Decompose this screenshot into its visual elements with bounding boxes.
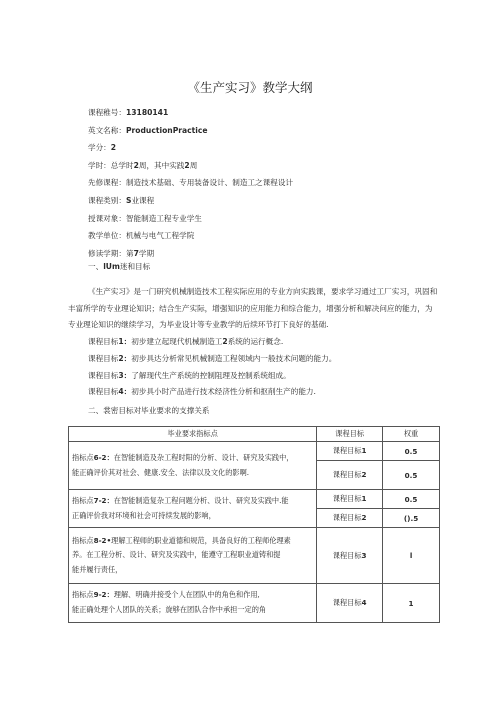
objective-3: 课程目标3：了解现代生产系统的控制阻理及控制系统组成。	[88, 370, 291, 380]
category-row: 课程类别：S业课程	[88, 195, 155, 205]
header-weight: 权重	[383, 427, 440, 442]
weight-cell: 1	[383, 584, 440, 623]
header-goal: 课程目标	[317, 427, 383, 442]
table-header	[69, 427, 440, 442]
goal-cell: 课程目标3	[317, 528, 383, 584]
goal-cell: 课程目标1	[317, 490, 383, 509]
table-row	[69, 528, 440, 584]
indicator-cell: 指标点8-2•理解工程师的职业道德和规范，具备良好的工程师伦理素 养。在工程分析、设计、研究及实践中，能遵守工程职业道铸和提 能并履行责任，	[69, 528, 317, 584]
section-heading-1: 一、lUm迷和目标	[88, 262, 151, 271]
indicator-cell: 指标点7-2：在智能制造复杂工程问题分析、设计、研究及实践中.能 正确评价我对环境和社会可持续发展的影响，	[69, 490, 317, 528]
hours-row: 学时：总学时2周，其中实践2周	[88, 160, 198, 170]
indicator-cell: 指标点6-2：在智能制造及杂工程时阳的分析、设计、研究及实践中， 能正确评价其对社会、健康.安全、法律以及文化的影啊.	[69, 442, 317, 490]
weight-cell: l	[383, 528, 440, 584]
course-code-row: 课程稚号：13180141	[88, 108, 169, 117]
intro-paragraph: 《生产实习》是一门研究机械制造技术工程实际应用的专业方向实践课，要求学习通过工厂实习，巩固和丰富所学的专业理论知识；结合生产实际，增强知识的应用能力和综合能力，增强分析和解决问应的能力，为专业理论知识的继续学习，为毕业设计等专业教学的后续环节打下良好的基础.	[68, 287, 438, 329]
goal-cell: 课程目标4	[317, 584, 383, 623]
support-table	[68, 426, 440, 623]
goal-cell: 课程目标2	[317, 509, 383, 528]
college-row: 教学单位：机械与电气工程学院	[88, 231, 195, 241]
prerequisites-row: 先修课程：制造技术基础、专用装备设计、制造工之课程设计	[88, 178, 294, 188]
weight-cell: 0.5	[383, 442, 440, 461]
english-name-row: 英文名称：ProductionPractice	[88, 125, 208, 135]
objective-2: 课程目标2：初步具达分析常见机械制造工程领域内一般技术问题的能力。	[88, 353, 337, 363]
objectives-list	[88, 334, 336, 401]
table-row	[69, 490, 440, 509]
weight-cell: 0.5	[383, 490, 440, 509]
section-heading-2: 二、裳密目标对毕业要求的支撑关系	[88, 406, 210, 415]
weight-cell: 0.5	[383, 461, 440, 490]
objective-4: 课程目标4：初步具小时产品进行技术经济性分析和抠削生产的能力.	[88, 387, 316, 397]
course-info	[88, 104, 293, 262]
credits-row: 学分：2	[88, 143, 117, 153]
document-title: 《生产实习》教学大纲	[187, 80, 313, 95]
table-row	[69, 584, 440, 623]
goal-cell: 课程目标1	[317, 442, 383, 461]
weight-cell: ().5	[383, 509, 440, 528]
semester-row: 修读学期：第7学期	[88, 248, 155, 258]
header-indicator: 毕业要求指标点	[69, 427, 317, 442]
goal-cell: 课程目标2	[317, 461, 383, 490]
objective-1: 课程目标1：初步建立起现代机械制造工2系统的运行概念.	[88, 337, 284, 346]
indicator-cell: 指标点9-2：理解、明确并接受个人在团队中的角色和作用, 能正确处理个人团队的关系；旋够在团队合作中承担一定的角	[69, 584, 317, 623]
audience-row: 授课对象：智能制造工程专业学生	[88, 213, 202, 223]
table-row	[69, 442, 440, 461]
